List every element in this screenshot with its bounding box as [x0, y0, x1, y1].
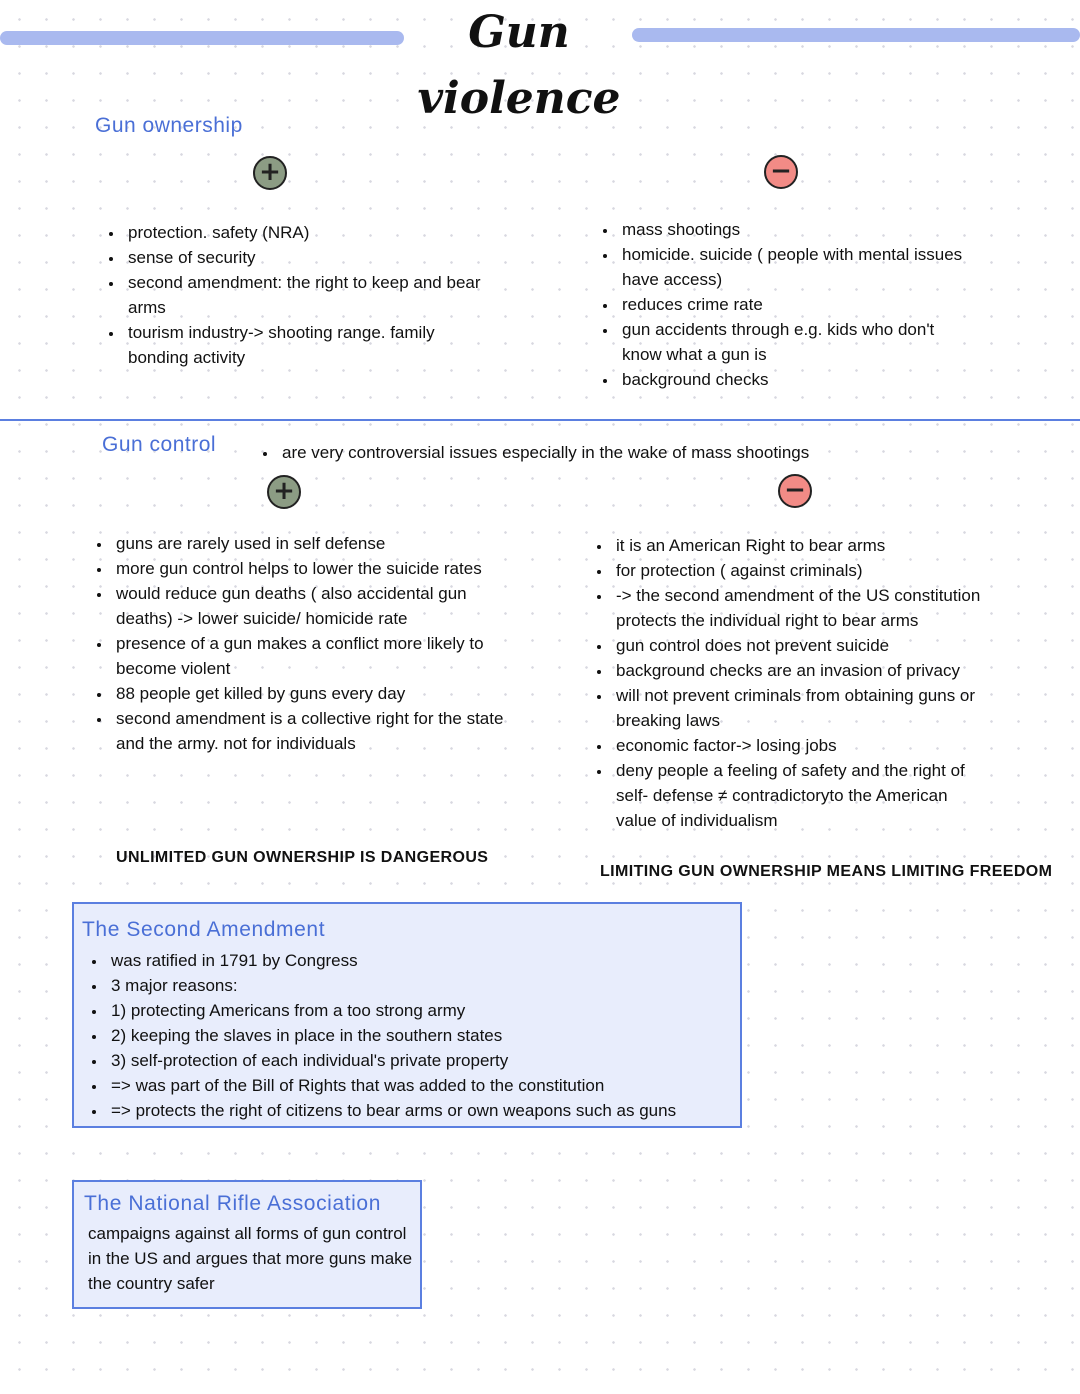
list-item: • 1) protecting Americans from a too strong army: [107, 998, 757, 1023]
list-item: • mass shootings: [618, 217, 968, 242]
list-item: • background checks are an invasion of privacy: [612, 658, 992, 683]
list-item: • second amendment is a collective right for the state and the army. not for individuals: [112, 706, 522, 756]
list-item: • gun control does not prevent suicide: [612, 633, 992, 658]
list-item: • protection. safety (NRA): [124, 220, 484, 245]
second-amendment-heading: The Second Amendment: [82, 918, 326, 941]
list-item: • was ratified in 1791 by Congress: [107, 948, 757, 973]
control-pros-list: [90, 531, 522, 756]
title-bar-left: [0, 31, 404, 45]
list-item: • presence of a gun makes a conflict more likely to become violent: [112, 631, 522, 681]
list-item: • 3 major reasons:: [107, 973, 757, 998]
list-item: • background checks: [618, 367, 968, 392]
list-item: • second amendment: the right to keep and bear arms: [124, 270, 484, 320]
list-item: • tourism industry-> shooting range. family bonding activity: [124, 320, 484, 370]
control-cons-list: [590, 533, 992, 833]
gun-control-note: [256, 440, 918, 465]
list-item: • gun accidents through e.g. kids who don't know what a gun is: [618, 317, 968, 367]
list-item: • 3) self-protection of each individual's private property: [107, 1048, 757, 1073]
nra-heading: The National Rifle Association: [84, 1192, 381, 1215]
list-item: • => was part of the Bill of Rights that was added to the constitution: [107, 1073, 757, 1098]
nra-text: campaigns against all forms of gun control in the US and argues that more guns make the country safer: [88, 1224, 413, 1293]
list-item: • would reduce gun deaths ( also accidental gun deaths) -> lower suicide/ homicide rate: [112, 581, 522, 631]
pros-summary: UNLIMITED GUN OWNERSHIP IS DANGEROUS: [116, 849, 489, 866]
list-item: • sense of security: [124, 245, 484, 270]
list-item: • will not prevent criminals from obtaining guns or breaking laws: [612, 683, 992, 733]
plus-icon: +: [253, 156, 287, 190]
page-title: Gun violence: [417, 7, 621, 124]
list-item: • homicide. suicide ( people with mental issues have access): [618, 242, 968, 292]
minus-icon: −: [764, 155, 798, 189]
ownership-cons-list: [596, 217, 968, 392]
section-divider: [0, 419, 1080, 421]
list-item: • 88 people get killed by guns every day: [112, 681, 522, 706]
list-item: • guns are rarely used in self defense: [112, 531, 522, 556]
list-item: • 2) keeping the slaves in place in the southern states: [107, 1023, 757, 1048]
list-item: • more gun control helps to lower the suicide rates: [112, 556, 522, 581]
ownership-pros-list: [102, 220, 484, 370]
plus-icon: +: [267, 475, 301, 509]
list-item: • deny people a feeling of safety and the right of self- defense ≠ contradictoryto the American value of individualism: [612, 758, 992, 833]
list-item: • reduces crime rate: [618, 292, 968, 317]
list-item: • => protects the right of citizens to bear arms or own weapons such as guns: [107, 1098, 757, 1123]
gun-ownership-heading: Gun ownership: [95, 114, 243, 137]
second-amendment-list: [85, 948, 757, 1123]
minus-icon: −: [778, 474, 812, 508]
list-item: • for protection ( against criminals): [612, 558, 992, 583]
list-item: • it is an American Right to bear arms: [612, 533, 992, 558]
gun-control-heading: Gun control: [102, 433, 217, 456]
list-item: • economic factor-> losing jobs: [612, 733, 992, 758]
cons-summary: LIMITING GUN OWNERSHIP MEANS LIMITING FREEDOM: [600, 863, 1053, 880]
title-bar-right: [632, 28, 1080, 42]
list-item: • -> the second amendment of the US constitution protects the individual right to bear arms: [612, 583, 992, 633]
list-item: • are very controversial issues especially in the wake of mass shootings: [278, 440, 918, 465]
